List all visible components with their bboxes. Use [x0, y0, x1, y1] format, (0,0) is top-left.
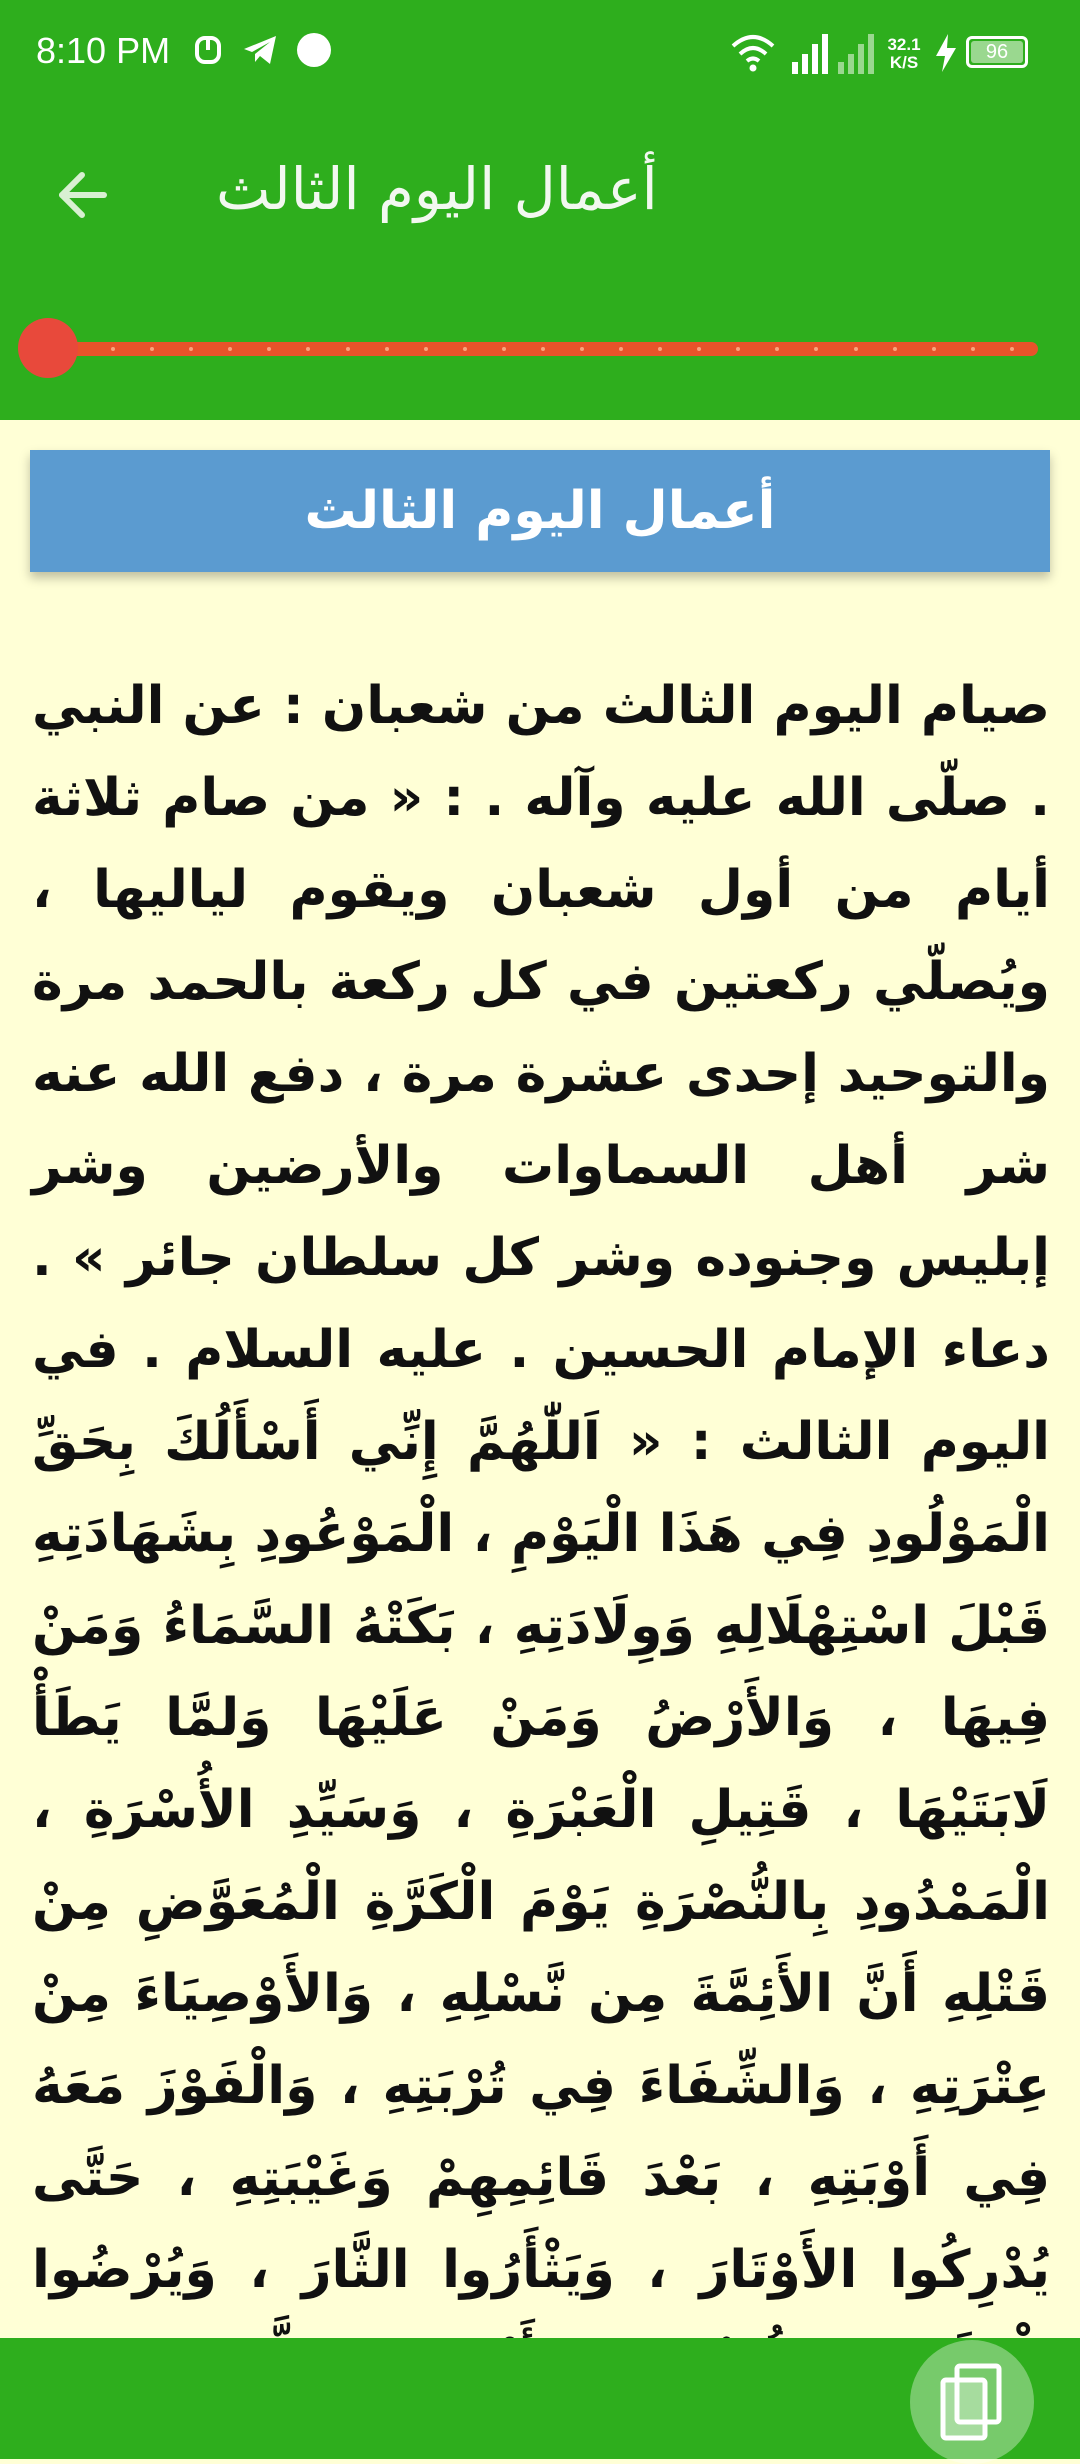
status-time: 8:10 PM	[36, 30, 171, 71]
copy-icon	[937, 2362, 1007, 2442]
net-speed-unit: K/S	[889, 53, 919, 72]
section-title: أعمال اليوم الثالث	[304, 481, 776, 541]
battery-icon	[966, 36, 1028, 68]
notification-app-icon	[188, 30, 228, 70]
audio-seek-bar[interactable]	[48, 342, 1038, 356]
circle-status-icon	[294, 30, 334, 70]
copy-fab-button[interactable]	[910, 2340, 1034, 2464]
signal-weak-icon	[836, 28, 876, 78]
net-speed	[882, 36, 926, 72]
page-title: أعمال اليوم الثالث	[216, 155, 658, 223]
charging-icon	[932, 28, 960, 78]
status-bar	[0, 0, 1080, 105]
signal-icon	[790, 28, 830, 78]
battery-level: 96	[985, 41, 1009, 63]
telegram-icon	[240, 30, 280, 70]
seek-thumb[interactable]	[18, 318, 78, 378]
net-speed-value: 32.1	[887, 35, 921, 54]
seek-ticks	[48, 342, 1038, 356]
app-bar	[0, 105, 1080, 420]
back-button[interactable]	[50, 163, 114, 227]
prayer-text: صيام اليوم الثالث من شعبان : عن النبي . صلّى الله عليه وآله . : « من صام ثلاثة أيام من أول شعبان ويقوم لياليها ، ويُصلّي ركعتين في كل ركعة بالحمد مرة والتوحيد إحدى عشرة مرة ، دفع الله عنه شر أهل السماوات والأرضين وشر إبليس وجنوده وشر كل سلطان جائر » . دعاء الإمام الحسين . عليه السلام . في اليوم الثالث : « اَللّٰهُمَّ إِنِّي أَسْأَلُكَ بِحَقِّ الْمَوْلُودِ فِي هَذَا الْيَوْمِ ، الْمَوْعُودِ بِشَهَادَتِهِ قَبْلَ اسْتِهْلَالِهِ وَوِلَادَتِهِ ، بَكَتْهُ السَّمَاءُ وَمَنْ فِيهَا ، وَالأَرْضُ وَمَنْ عَلَيْهَا وَلمَّا يَطَأْ لَابَتَيْهَا ، قَتِيلِ الْعَبْرَةِ ، وَسَيِّدِ الأُسْرَةِ ، الْمَمْدُودِ بِالنُّصْرَةِ يَوْمَ الْكَرَّةِ الْمُعَوَّضِ مِنْ قَتْلِهِ أَنَّ الأَئِمَّةَ مِن نَّسْلِهِ ، وَالأَوْصِيَاءَ مِنْ عِتْرَتِهِ ، وَالشِّفَاءَ فِي تُرْبَتِهِ ، وَالْفَوْزَ مَعَهُ فِي أَوْبَتِهِ ، بَعْدَ قَائِمِهِمْ وَغَيْبَتِهِ ، حَتَّى يُدْرِكُوا الأَوْتَارَ ، وَيَثْأَرُوا الثَّارَ ، وَيُرْضُوا	[32, 676, 1050, 2300]
arrow-back-icon	[54, 167, 110, 223]
section-header-card	[30, 450, 1050, 572]
wifi-icon	[728, 28, 778, 78]
